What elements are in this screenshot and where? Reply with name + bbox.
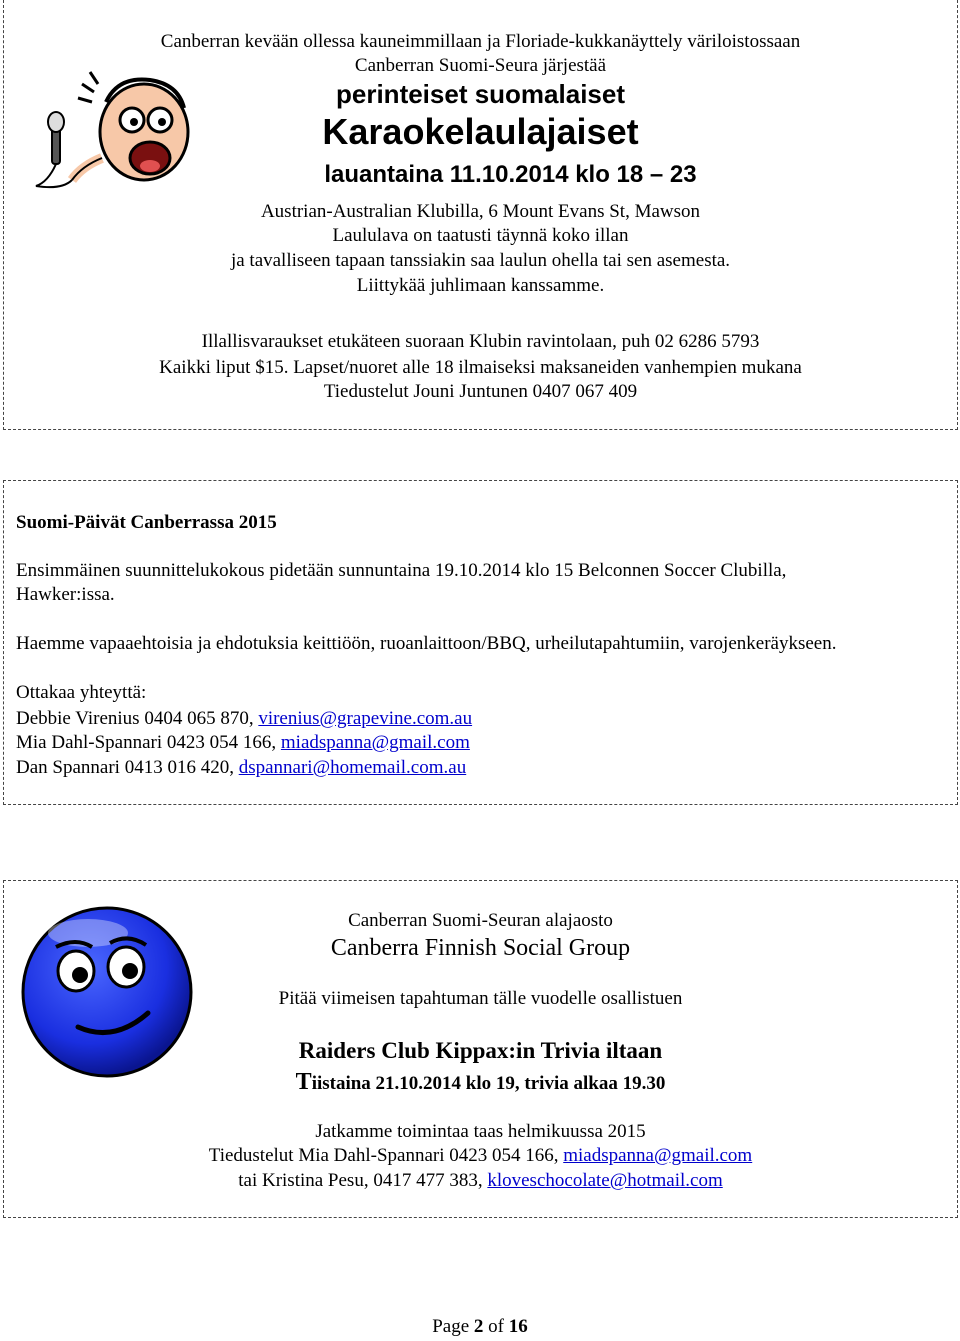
dinner-bookings: Illallisvaraukset etukäteen suoraan Klubin ravintolaan, puh 02 6286 5793 <box>201 331 760 352</box>
date-rest: iistaina 21.10.2014 klo 19, trivia alkaa 19.30 <box>311 1073 666 1094</box>
suomi-paivat-section <box>3 480 958 805</box>
meeting-line-1: Ensimmäinen suunnittelukokous pidetään sunnuntaina 19.10.2014 klo 15 Belconnen Soccer Clubilla, <box>16 560 787 581</box>
trivia-date <box>4 1069 957 1097</box>
event-subheading: perinteiset suomalaiset <box>336 79 625 109</box>
volunteers-line: Haemme vapaaehtoisia ja ehdotuksia keittiöön, ruoanlaittoon/BBQ, urheilutapahtumiin, varojenkeräykseen. <box>16 633 837 654</box>
email-link[interactable]: miadspanna@gmail.com <box>563 1145 753 1166</box>
page-word: Page <box>432 1316 474 1337</box>
venue-line: Austrian-Australian Klubilla, 6 Mount Evans St, Mawson <box>260 201 701 222</box>
description-line-2: ja tavalliseen tapaan tanssiakin saa laulun ohella tai sen asemesta. <box>230 250 731 271</box>
contact-text: Debbie Virenius 0404 065 870, <box>16 708 259 729</box>
page-total: 16 <box>508 1316 528 1337</box>
contact-row <box>16 707 472 731</box>
group-title: Canberra Finnish Social Group <box>330 935 631 961</box>
continue-line: Jatkamme toimintaa taas helmikuussa 2015 <box>315 1121 646 1142</box>
enquiries-line-2 <box>4 1169 957 1193</box>
enquiries-text: Tiedustelut Mia Dahl-Spannari 0423 054 166, <box>208 1145 564 1166</box>
event-heading: Karaokelaulajaiset <box>322 111 639 152</box>
ticket-info: Kaikki liput $15. Lapset/nuoret alle 18 ilmaiseksi maksaneiden vanhempien mukana <box>159 357 802 378</box>
trivia-title: Raiders Club Kippax:in Trivia iltaan <box>298 1038 663 1063</box>
page-number: 2 <box>473 1316 484 1337</box>
email-link[interactable]: virenius@grapevine.com.au <box>258 708 473 729</box>
social-group-section <box>3 880 958 1218</box>
description-line-1: Laululava on taatusti täynnä koko illan <box>332 225 629 246</box>
intro-line: Canberran kevään ollessa kauneimmillaan ja Floriade-kukkanäyttely väriloistossaan <box>160 31 801 52</box>
email-link[interactable]: kloveschocolate@hotmail.com <box>487 1170 723 1191</box>
description-line-3: Liittykää juhlimaan kanssamme. <box>356 275 605 296</box>
enquiries-text: tai Kristina Pesu, 0417 477 383, <box>238 1170 488 1191</box>
email-link[interactable]: dspannari@homemail.com.au <box>238 757 467 778</box>
enquiries-line-1 <box>4 1144 957 1168</box>
date-initial: T <box>295 1069 312 1095</box>
page-footer <box>0 1316 960 1338</box>
contact-text: Mia Dahl-Spannari 0423 054 166, <box>16 732 281 753</box>
contact-row <box>16 731 470 755</box>
contact-text: Dan Spannari 0413 016 420, <box>16 757 239 778</box>
group-intro: Pitää viimeisen tapahtuman tälle vuodelle osallistuen <box>278 988 683 1009</box>
section-title: Suomi-Päivät Canberrassa 2015 <box>16 512 277 533</box>
organizer-line: Canberran Suomi-Seura järjestää <box>354 55 607 76</box>
meeting-line-2: Hawker:issa. <box>16 584 115 605</box>
karaoke-section <box>3 0 958 430</box>
event-date: lauantaina 11.10.2014 klo 18 – 23 <box>324 161 697 188</box>
email-link[interactable]: miadspanna@gmail.com <box>280 732 470 753</box>
contact-row <box>16 756 466 780</box>
of-word: of <box>483 1316 509 1337</box>
enquiries-line: Tiedustelut Jouni Juntunen 0407 067 409 <box>323 381 638 402</box>
group-subtitle: Canberran Suomi-Seuran alajaosto <box>348 910 613 931</box>
contact-label: Ottakaa yhteyttä: <box>16 682 147 703</box>
